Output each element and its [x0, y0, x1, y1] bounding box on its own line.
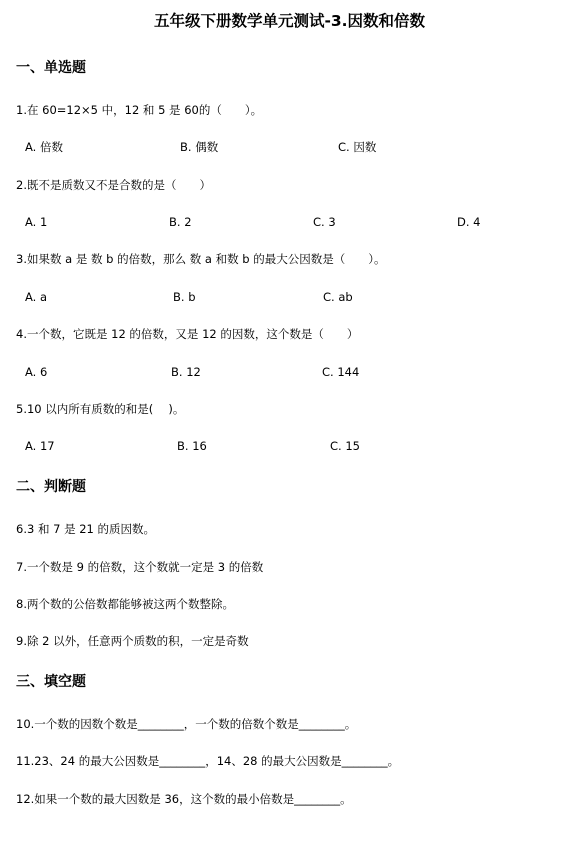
question-2-option-b: B. 2 — [169, 215, 192, 229]
question-11: 11.23、24 的最大公因数是________，14、28 的最大公因数是________。 — [16, 754, 400, 768]
question-1-option-a: A. 倍数 — [25, 140, 63, 154]
question-4: 4.一个数，它既是 12 的倍数，又是 12 的因数，这个数是（ ） — [16, 327, 359, 341]
question-3-option-a: A. a — [25, 290, 48, 304]
page-title: 五年级下册数学单元测试-3.因数和倍数 — [153, 12, 426, 30]
question-3-option-b: B. b — [173, 290, 196, 304]
section-heading-fill-in: 三、填空题 — [16, 674, 86, 690]
question-4-option-b: B. 12 — [171, 365, 201, 379]
question-10: 10.一个数的因数个数是________，一个数的倍数个数是________。 — [16, 717, 357, 731]
question-1-option-c: C. 因数 — [338, 140, 377, 154]
question-5-option-b: B. 16 — [177, 439, 207, 453]
section-heading-true-false: 二、判断题 — [16, 479, 86, 495]
question-1-option-b: B. 偶数 — [180, 140, 219, 154]
question-2-option-d: D. 4 — [457, 215, 481, 229]
question-2-option-c: C. 3 — [313, 215, 336, 229]
question-5: 5.10 以内所有质数的和是( )。 — [16, 402, 185, 416]
question-9: 9.除 2 以外，任意两个质数的积，一定是奇数 — [16, 634, 249, 648]
question-6: 6.3 和 7 是 21 的质因数。 — [16, 522, 156, 536]
question-8: 8.两个数的公倍数都能够被这两个数整除。 — [16, 597, 234, 611]
question-2-option-a: A. 1 — [25, 215, 48, 229]
section-heading-single-choice: 一、单选题 — [16, 60, 86, 76]
question-3: 3.如果数 a 是 数 b 的倍数，那么 数 a 和数 b 的最大公因数是（ ）。 — [16, 252, 386, 266]
question-5-option-c: C. 15 — [330, 439, 360, 453]
question-7: 7.一个数是 9 的倍数，这个数就一定是 3 的倍数 — [16, 560, 264, 574]
question-4-option-a: A. 6 — [25, 365, 48, 379]
question-3-option-c: C. ab — [323, 290, 353, 304]
question-1: 1.在 60=12×5 中，12 和 5 是 60的（ ）。 — [16, 103, 263, 117]
question-12: 12.如果一个数的最大因数是 36，这个数的最小倍数是________。 — [16, 792, 352, 806]
question-4-option-c: C. 144 — [322, 365, 360, 379]
question-2: 2.既不是质数又不是合数的是（ ） — [16, 178, 211, 192]
question-5-option-a: A. 17 — [25, 439, 55, 453]
